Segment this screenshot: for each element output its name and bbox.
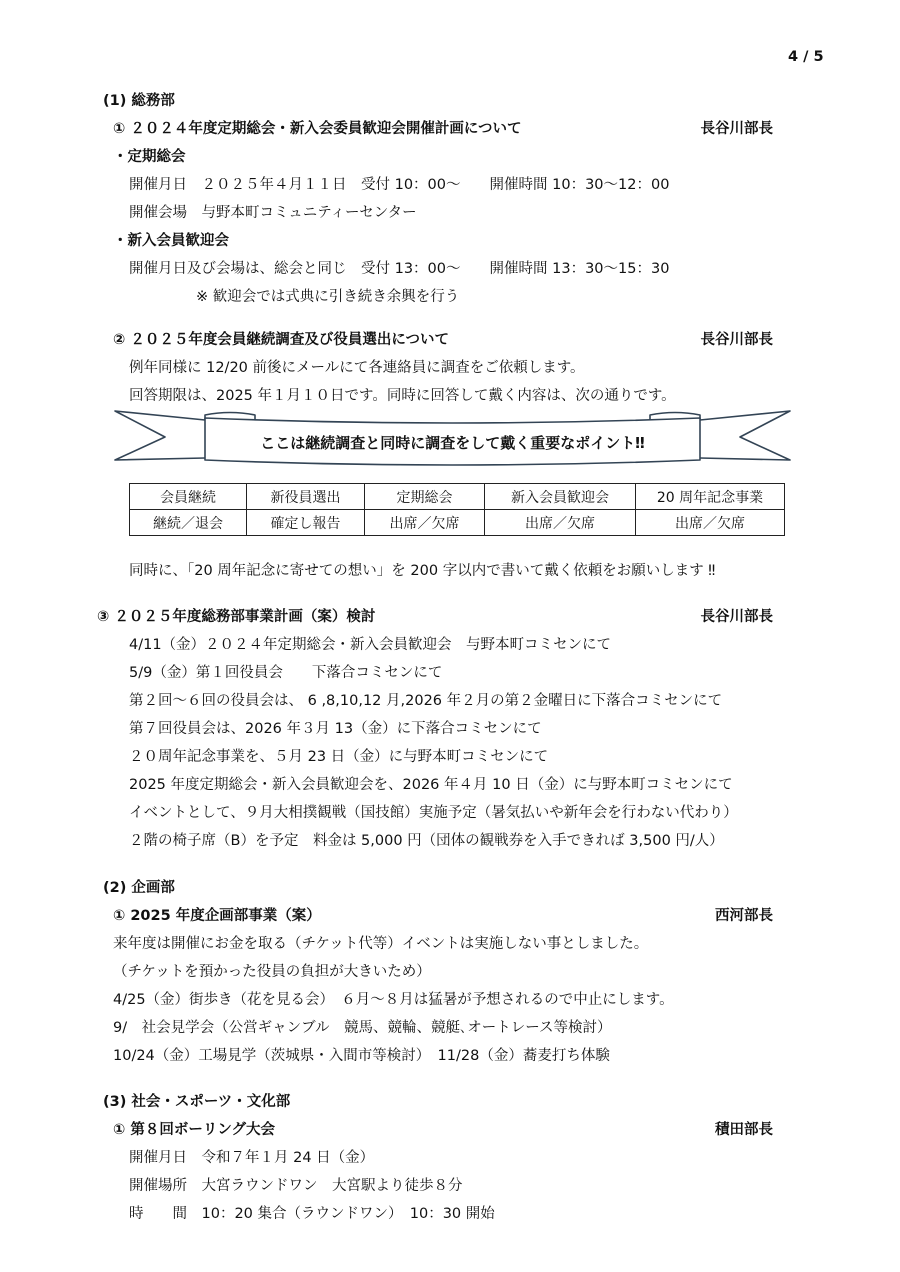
survey-table: [129, 483, 785, 536]
table-header-cell: 会員継続: [130, 484, 247, 510]
table-cell: 出席／欠席: [485, 510, 636, 536]
text-line: 開催月日 令和７年１月 24 日（金）: [129, 1150, 375, 1166]
note-line: ※ 歓迎会では式典に引き続き余興を行う: [196, 289, 460, 305]
text-line: 第２回～６回の役員会は、 6 ,8,10,12 月,2026 年２月の第２金曜日に下落合コミセンにて: [129, 693, 723, 709]
text-line: 例年同様に 12/20 前後にメールにて各連絡員に調査をご依頼します。: [129, 360, 585, 376]
text-line: 9/ 社会見学会（公営ギャンブル 競馬、競輪、競艇､オートレース等検討）: [113, 1020, 612, 1036]
text-line: （チケットを預かった役員の負担が大きいため）: [113, 964, 431, 980]
section-heading-kikaku: (2) 企画部: [103, 880, 175, 896]
text-line: ２０周年記念事業を、５月 23 日（金）に与野本町コミセンにて: [129, 749, 549, 765]
text-line: 5/9（金）第１回役員会 下落合コミセンにて: [129, 665, 443, 681]
text-line: 第７回役員会は、2026 年３月 13（金）に下落合コミセンにて: [129, 721, 542, 737]
text-line: 2025 年度定期総会・新入会員歓迎会を、2026 年４月 10 日（金）に与野本町コミセンにて: [129, 777, 733, 793]
banner-text: ここは継続調査と同時に調査をして戴く重要なポイント‼: [260, 434, 645, 452]
text-line: 開催場所 大宮ラウンドワン 大宮駅より徒歩８分: [129, 1178, 463, 1194]
text-line: 4/25（金）街歩き（花を見る会） ６月～８月は猛暑が予想されるので中止にします。: [113, 992, 674, 1008]
table-header-cell: 定期総会: [365, 484, 485, 510]
text-line: 開催月日及び会場は、総会と同じ 受付 13：00～ 開催時間 13：30～15：30: [129, 261, 670, 277]
table-header-row: [130, 484, 785, 510]
table-cell: 出席／欠席: [365, 510, 485, 536]
item-title: ① ２０２４年度定期総会・新入会委員歓迎会開催計画について: [113, 121, 522, 137]
text-line: 来年度は開催にお金を取る（チケット代等）イベントは実施しない事としました。: [113, 936, 649, 952]
table-header-cell: 新役員選出: [247, 484, 365, 510]
section-heading-soumu: (1) 総務部: [103, 93, 175, 109]
table-row: [130, 510, 785, 536]
text-line: 開催会場 与野本町コミュニティーセンター: [129, 205, 417, 221]
section-heading-shakai: (3) 社会・スポーツ・文化部: [103, 1094, 291, 1110]
text-line: 10/24（金）工場見学（茨城県・入間市等検討） 11/28（金）蕎麦打ち体験: [113, 1048, 610, 1064]
table-cell: 出席／欠席: [636, 510, 785, 536]
text-line: 開催月日 ２０２５年４月１１日 受付 10：00～ 開催時間 10：30～12：00: [129, 177, 670, 193]
item-title: ① 第８回ボーリング大会: [113, 1122, 276, 1138]
item-owner: 長谷川部長: [700, 121, 773, 137]
text-line: イベントとして、９月大相撲観戦（国技館）実施予定（暑気払いや新年会を行わない代わり）: [129, 805, 738, 821]
table-cell: 確定し報告: [247, 510, 365, 536]
text-line: 回答期限は、2025 年１月１０日です。同時に回答して戴く内容は、次の通りです。: [129, 388, 676, 404]
item-owner: 西河部長: [715, 908, 773, 924]
item-title: ③ ２０２５年度総務部事業計画（案）検討: [97, 609, 376, 625]
item-title: ① 2025 年度企画部事業（案）: [113, 908, 321, 924]
page-number: 4 / 5: [788, 49, 824, 65]
subsection-title: ・新入会員歓迎会: [113, 233, 229, 249]
table-header-cell: 新入会員歓迎会: [485, 484, 636, 510]
subsection-title: ・定期総会: [113, 149, 186, 165]
item-title: ② ２０２５年度会員継続調査及び役員選出について: [113, 332, 450, 348]
item-owner: 積田部長: [715, 1122, 773, 1138]
text-line: 時 間 10：20 集合（ラウンドワン） 10：30 開始: [129, 1206, 495, 1222]
table-cell: 継続／退会: [130, 510, 247, 536]
text-line: ２階の椅子席（B）を予定 料金は 5,000 円（団体の観戦券を入手できれば 3,500 円/人）: [129, 833, 724, 849]
text-line: 同時に、「20 周年記念に寄せての想い」を 200 字以内で書いて戴く依頼をお願いします ‼: [129, 563, 716, 579]
table-header-cell: 20 周年記念事業: [636, 484, 785, 510]
text-line: 4/11（金）２０２４年定期総会・新入会員歓迎会 与野本町コミセンにて: [129, 637, 612, 653]
item-owner: 長谷川部長: [700, 332, 773, 348]
item-owner: 長谷川部長: [700, 609, 773, 625]
